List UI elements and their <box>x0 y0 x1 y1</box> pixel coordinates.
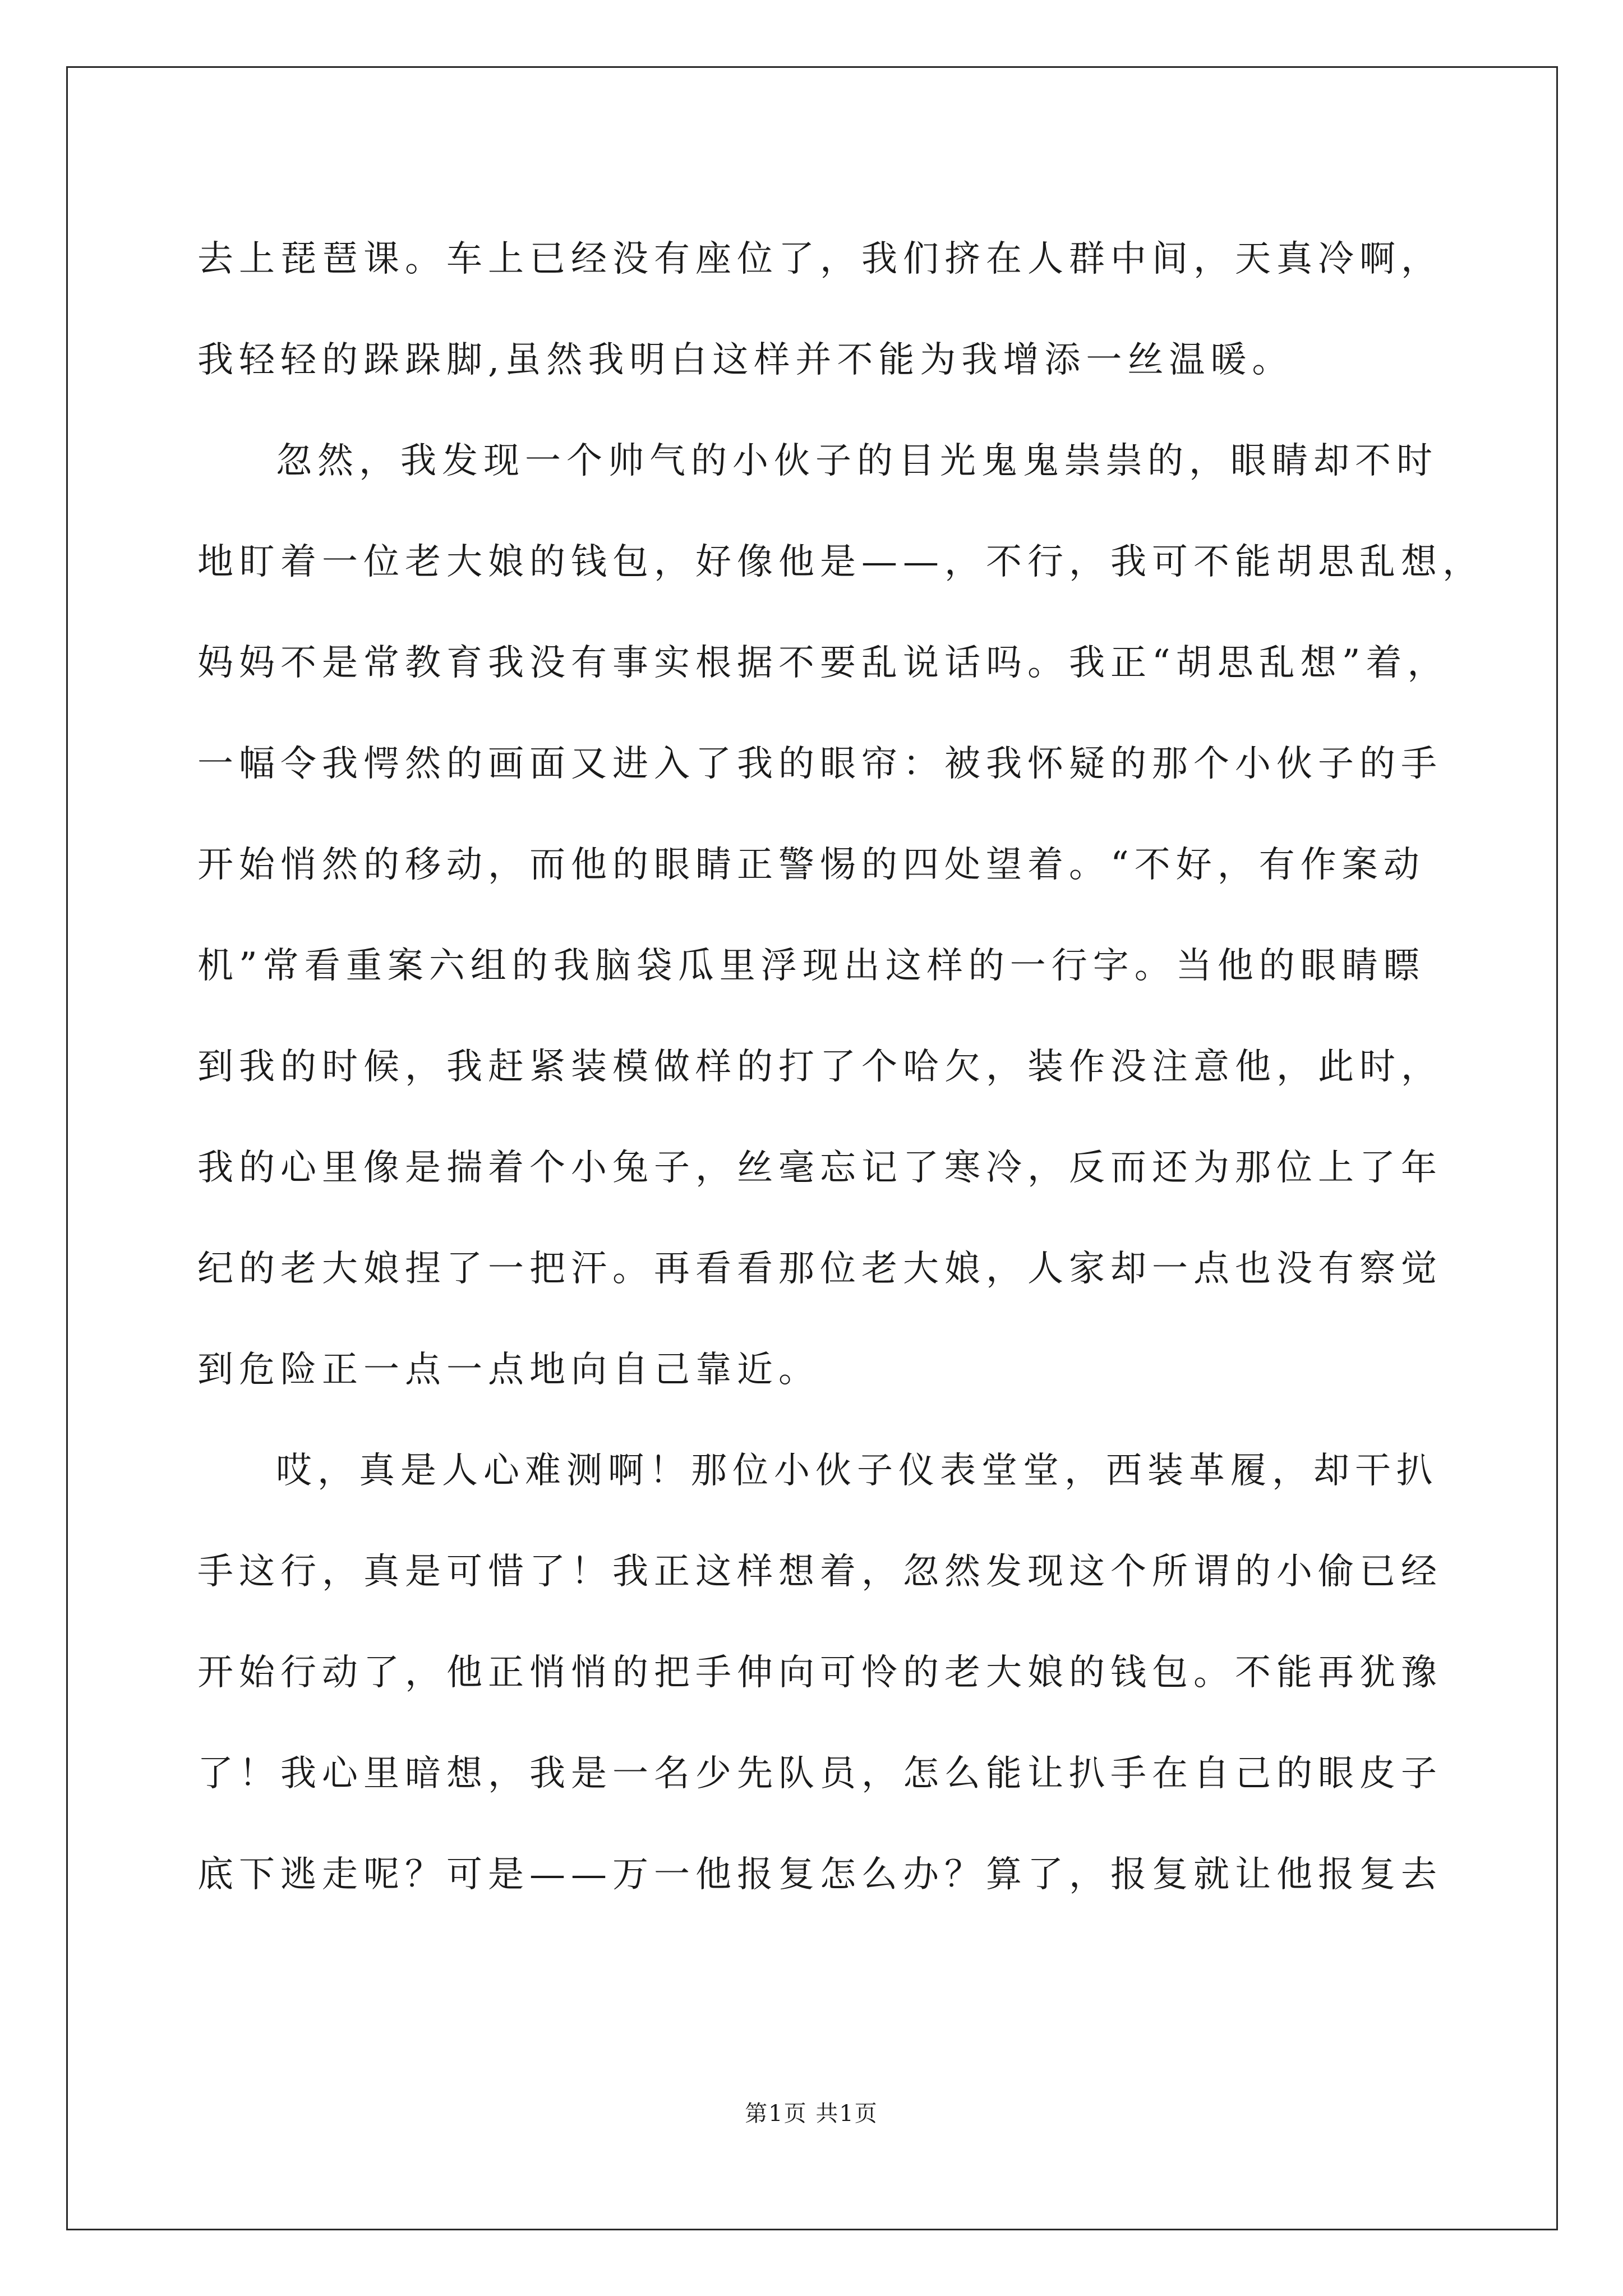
text-line: 底下逃走呢？可是——万一他报复怎么办？算了，报复就让他报复去 <box>197 1854 1442 1895</box>
document-body <box>197 209 1484 1925</box>
text-line: 到我的时候，我赶紧装模做样的打了个哈欠，装作没注意他，此时， <box>197 1046 1442 1088</box>
text-line: 妈妈不是常教育我没有事实根据不要乱说话吗。我正“胡思乱想”着， <box>197 642 1449 684</box>
text-line: 我轻轻的跺跺脚,虽然我明白这样并不能为我增添一丝温暖。 <box>197 339 1294 381</box>
text-line: 手这行，真是可惜了！我正这样想着，忽然发现这个所谓的小偷已经 <box>197 1551 1442 1593</box>
text-line: 一幅令我愕然的画面又进入了我的眼帘：被我怀疑的那个小伙子的手 <box>197 743 1442 785</box>
page-footer: 第1页 共1页 <box>745 2101 878 2127</box>
text-line: 地盯着一位老大娘的钱包，好像他是——，不行，我可不能胡思乱想， <box>197 541 1484 583</box>
text-line: 机”常看重案六组的我脑袋瓜里浮现出这样的一行字。当他的眼睛瞟 <box>197 945 1425 987</box>
text-line: 到危险正一点一点地向自己靠近。 <box>197 1349 820 1391</box>
text-line: 开始行动了，他正悄悄的把手伸向可怜的老大娘的钱包。不能再犹豫 <box>197 1652 1442 1694</box>
text-line: 哎，真是人心难测啊！那位小伙子仪表堂堂，西装革履，却干扒 <box>276 1450 1438 1492</box>
text-line: 了！我心里暗想，我是一名少先队员，怎么能让扒手在自己的眼皮子 <box>197 1753 1442 1795</box>
text-line: 忽然，我发现一个帅气的小伙子的目光鬼鬼祟祟的，眼睛却不时 <box>276 440 1438 482</box>
text-line: 纪的老大娘捏了一把汗。再看看那位老大娘，人家却一点也没有察觉 <box>197 1248 1442 1290</box>
text-line: 我的心里像是揣着个小兔子，丝毫忘记了寒冷，反而还为那位上了年 <box>197 1147 1442 1189</box>
text-line: 去上琵琶课。车上已经没有座位了，我们挤在人群中间，天真冷啊， <box>197 238 1442 280</box>
text-line: 开始悄然的移动，而他的眼睛正警惕的四处望着。“不好，有作案动 <box>197 844 1425 886</box>
